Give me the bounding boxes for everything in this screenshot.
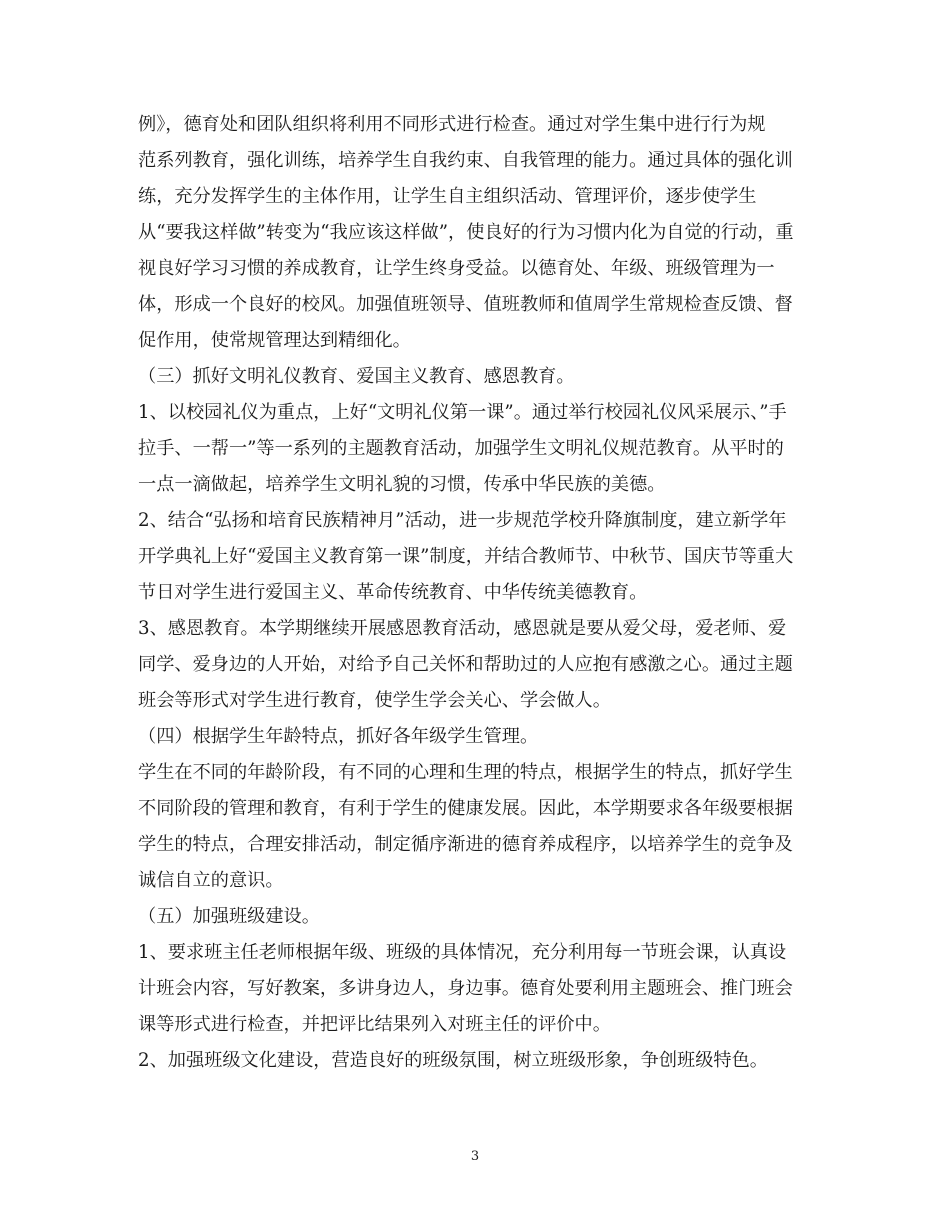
body-line: 班会等形式对学生进行教育，使学生学会关心、学会做人。 <box>138 690 611 711</box>
section-heading: （四）根据学生年龄特点，抓好各年级学生管理。 <box>138 726 539 747</box>
body-line: 节日对学生进行爱国主义、革命传统教育、中华传统美德教育。 <box>138 582 648 603</box>
body-line: 学生的特点，合理安排活动，制定循序渐进的德育养成程序，以培养学生的竞争及 <box>138 834 793 855</box>
body-line: 体，形成一个良好的校风。加强值班领导、值班教师和值周学生常规检查反馈、督 <box>138 294 793 315</box>
page-number: 3 <box>470 1149 480 1164</box>
body-line: 1、要求班主任老师根据年级、班级的具体情况，充分利用每一节班会课，认真设 <box>138 942 787 963</box>
body-line: 一点一滴做起，培养学生文明礼貌的习惯，传承中华民族的美德。 <box>138 474 666 495</box>
section-heading: （三）抓好文明礼仪教育、爱国主义教育、感恩教育。 <box>138 366 575 387</box>
body-line: 课等形式进行检查，并把评比结果列入对班主任的评价中。 <box>138 1014 611 1035</box>
body-line: 3、感恩教育。本学期继续开展感恩教育活动，感恩就是要从爱父母，爱老师、爱 <box>138 618 787 639</box>
body-line: 开学典礼上好“爱国主义教育第一课”制度，并结合教师节、中秋节、国庆节等重大 <box>138 546 794 567</box>
body-line: 同学、爱身边的人开始，对给予自己关怀和帮助过的人应抱有感激之心。通过主题 <box>138 654 793 675</box>
body-line: 从“要我这样做”转变为“我应该这样做”，使良好的行为习惯内化为自觉的行动，重 <box>138 222 794 243</box>
body-line: 范系列教育，强化训练，培养学生自我约束、自我管理的能力。通过具体的强化训 <box>138 150 793 171</box>
body-line: 计班会内容，写好教案，多讲身边人，身边事。德育处要利用主题班会、推门班会 <box>138 978 793 999</box>
body-line: 学生在不同的年龄阶段，有不同的心理和生理的特点，根据学生的特点，抓好学生 <box>138 762 793 783</box>
body-line: 拉手、一帮一”等一系列的主题教育活动，加强学生文明礼仪规范教育。从平时的 <box>138 438 784 459</box>
section-heading: （五）加强班级建设。 <box>138 906 320 927</box>
body-line: 促作用，使常规管理达到精细化。 <box>138 330 411 351</box>
body-line: 练，充分发挥学生的主体作用，让学生自主组织活动、管理评价，逐步使学生 <box>138 186 757 207</box>
body-line: 视良好学习习惯的养成教育，让学生终身受益。以德育处、年级、班级管理为一 <box>138 258 775 279</box>
body-line: 1、以校园礼仪为重点，上好“文明礼仪第一课”。通过举行校园礼仪风采展示、”手 <box>138 402 787 423</box>
body-line: 例》，德育处和团队组织将利用不同形式进行检查。通过对学生集中进行行为规 <box>138 114 766 135</box>
body-line: 2、结合“弘扬和培育民族精神月”活动，进一步规范学校升降旗制度，建立新学年 <box>138 510 787 531</box>
body-line: 不同阶段的管理和教育，有利于学生的健康发展。因此，本学期要求各年级要根据 <box>138 798 793 819</box>
body-line: 2、加强班级文化建设，营造良好的班级氛围，树立班级形象，争创班级特色。 <box>138 1050 768 1071</box>
body-line: 诚信自立的意识。 <box>138 870 284 891</box>
